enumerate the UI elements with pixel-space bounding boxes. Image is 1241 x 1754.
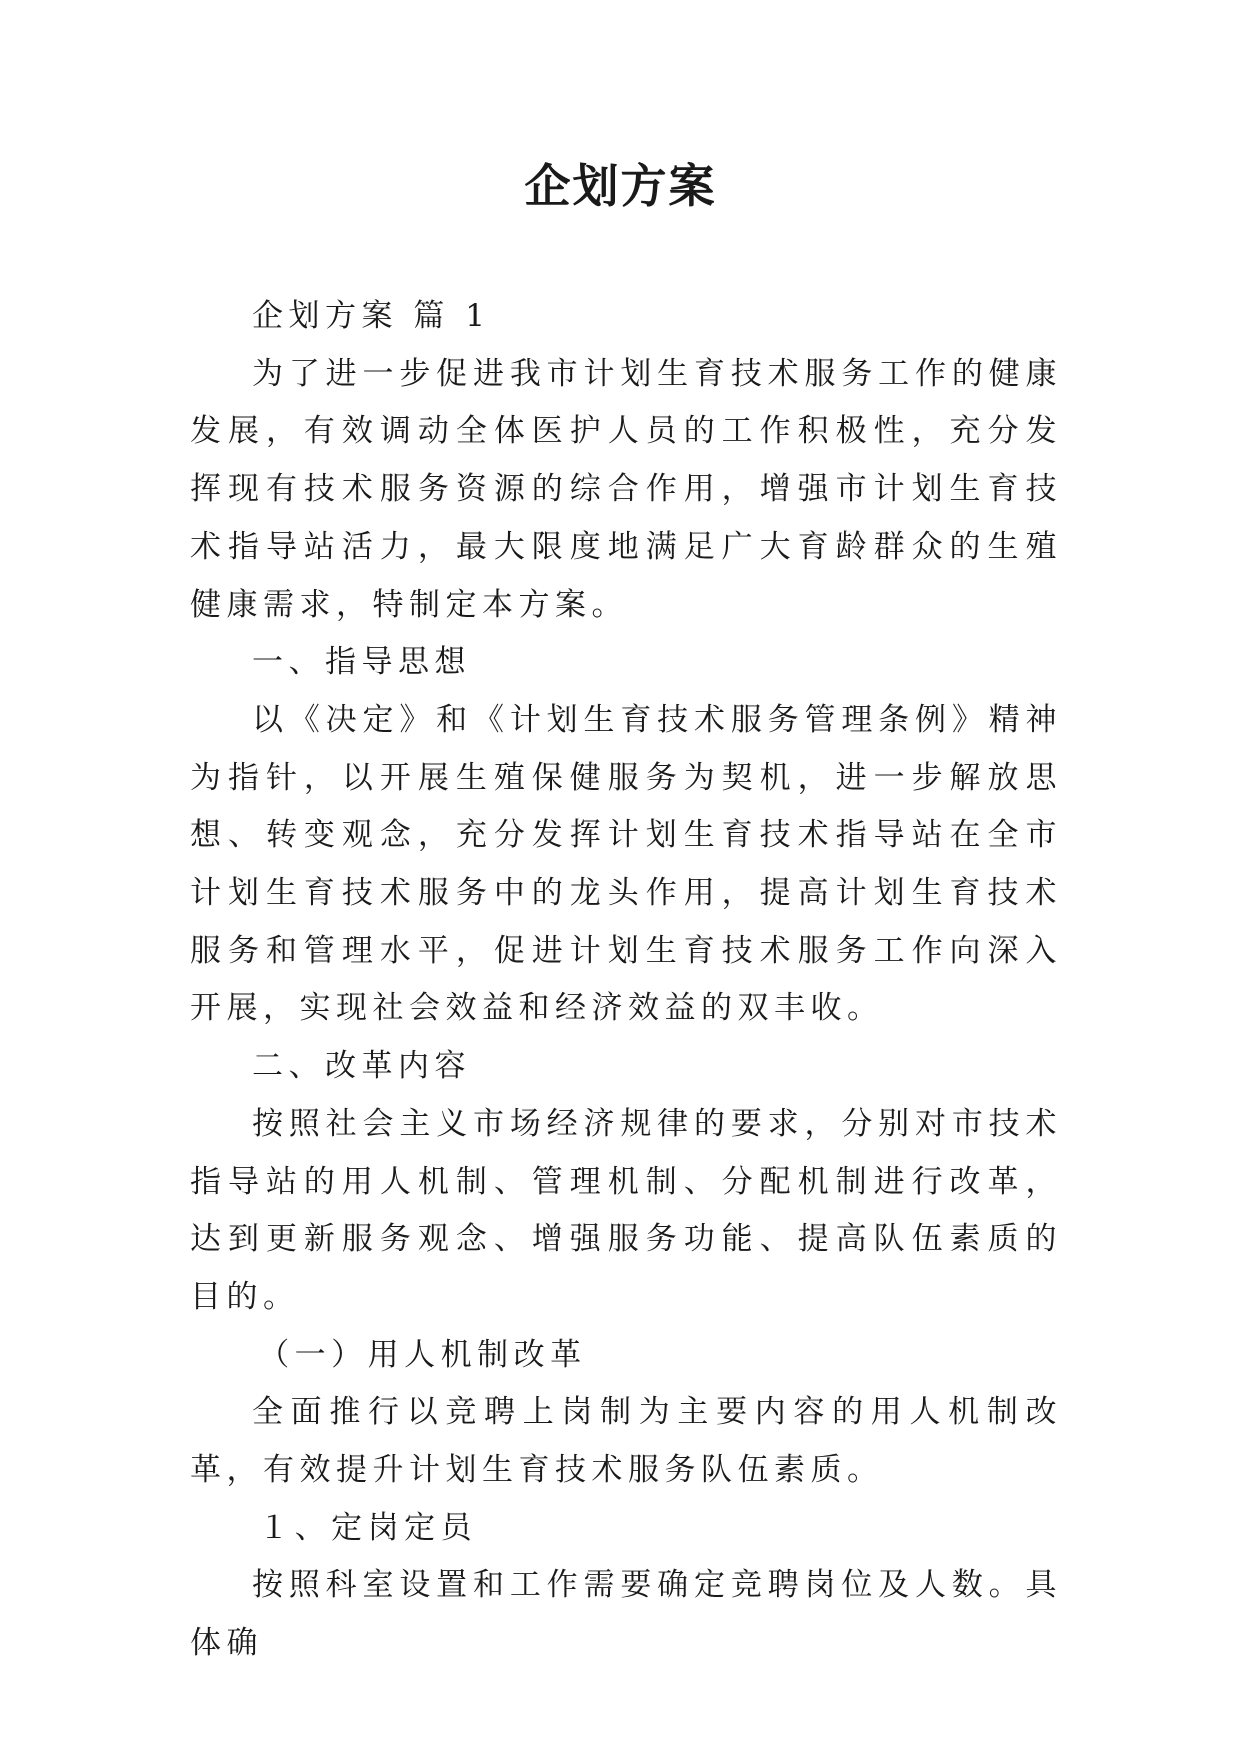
document-title: 企划方案 — [524, 159, 717, 213]
document-body — [190, 288, 1062, 1673]
section-heading: 二、改革内容 — [252, 1048, 471, 1085]
paragraph: 以《决定》和《计划生育技术服务管理条例》精神为指针，以开展生殖保健服务为契机，进一步解放思想、转变观念，充分发挥计划生育技术指导站在全市计划生育技术服务中的龙头作用，提高计划生育技术服务和管理水平，促进计划生育技术服务工作向深入开展，实现社会效益和经济效益的双丰收。 — [190, 701, 1062, 1027]
subsection-heading: １、定岗定员 — [258, 1509, 478, 1546]
paragraph: 按照科室设置和工作需要确定竞聘岗位及人数。具体确 — [190, 1567, 1062, 1662]
paragraph: 为了进一步促进我市计划生育技术服务工作的健康发展，有效调动全体医护人员的工作积极性，充分发挥现有技术服务资源的综合作用，增强市计划生育技术指导站活力，最大限度地满足广大育龄群众的生殖健康需求，特制定本方案。 — [190, 355, 1062, 623]
paragraph: 全面推行以竞聘上岗制为主要内容的用人机制改革，有效提升计划生育技术服务队伍素质。 — [190, 1394, 1062, 1489]
section-heading: 一、指导思想 — [252, 644, 471, 681]
subsection-heading: （一）用人机制改革 — [258, 1336, 587, 1373]
section-heading: 企划方案 篇 1 — [252, 298, 491, 334]
paragraph: 按照社会主义市场经济规律的要求，分别对市技术指导站的用人机制、管理机制、分配机制进行改革，达到更新服务观念、增强服务功能、提高队伍素质的目的。 — [190, 1105, 1062, 1315]
